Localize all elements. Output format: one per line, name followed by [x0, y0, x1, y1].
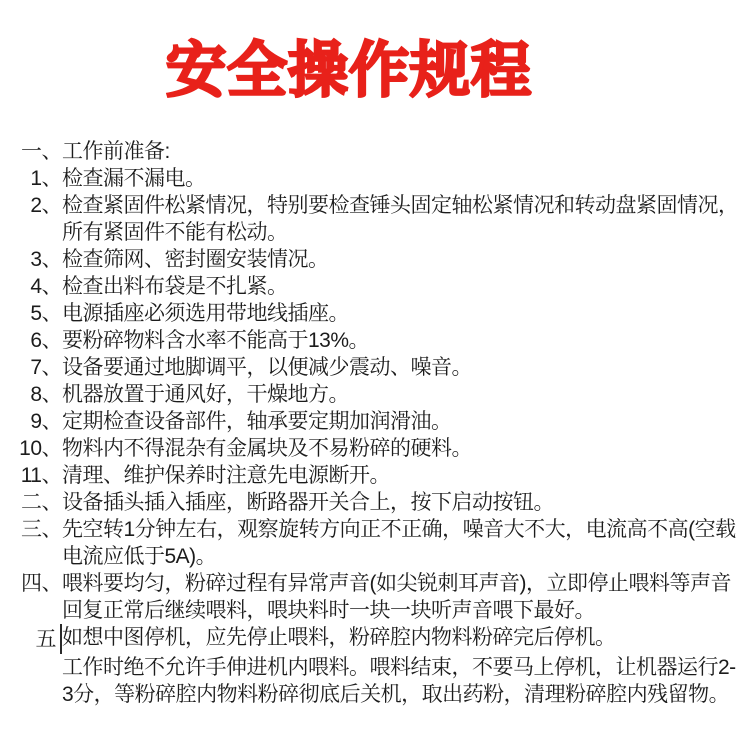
list-item: [0, 435, 750, 462]
item-number: 二、: [21, 491, 62, 514]
list-item: [0, 624, 750, 654]
item-text: 机器放置于通风好，干燥地方。: [62, 383, 349, 406]
item-text: 设备插头插入插座，断路器开关合上，按下启动按钮。: [62, 491, 554, 514]
item-text: 定期检查设备部件，轴承要定期加润滑油。: [62, 410, 452, 433]
list-item: [0, 327, 750, 354]
item-number: 7、: [30, 356, 62, 379]
item-number: 6、: [30, 329, 62, 352]
safety-procedures-poster: [0, 30, 750, 756]
list-item: [0, 516, 750, 570]
list-item: [0, 408, 750, 435]
item-number: 10、: [19, 437, 62, 460]
list-item: [0, 273, 750, 300]
item-number: 五: [0, 624, 62, 654]
page-title: 安全操作规程: [166, 37, 532, 104]
list-item-continuation: [0, 654, 750, 708]
item-number: 1、: [30, 167, 62, 190]
item-number: 2、: [30, 194, 62, 217]
list-item: [0, 246, 750, 273]
item-text: 要粉碎物料含水率不能高于13%。: [62, 329, 370, 352]
item-number: 3、: [30, 248, 62, 271]
list-item: [0, 192, 750, 246]
item-number: 8、: [30, 383, 62, 406]
procedure-list: [0, 138, 750, 708]
item-text: 清理、维护保养时注意先电源断开。: [62, 464, 390, 487]
item-text: 设备要通过地脚调平，以便减少震动、噪音。: [62, 356, 472, 379]
item-number: 9、: [30, 410, 62, 433]
item-text: 工作时绝不允许手伸进机内喂料。喂料结束，不要马上停机，让机器运行2-3分，等粉碎腔内物料粉碎彻底后关机，取出药粉，清理粉碎腔内残留物。: [62, 656, 736, 706]
list-item: [0, 489, 750, 516]
list-item: [0, 570, 750, 624]
list-item: [0, 300, 750, 327]
list-item: [0, 381, 750, 408]
item-text: 物料内不得混杂有金属块及不易粉碎的硬料。: [62, 437, 472, 460]
item-number: 三、: [21, 518, 62, 541]
item-text: 电源插座必须选用带地线插座。: [62, 302, 349, 325]
item-text: 先空转1分钟左右，观察旋转方向正不正确，噪音大不大，电流高不高(空载电流应低于5A)。: [62, 518, 736, 568]
item-text: 检查漏不漏电。: [62, 167, 206, 190]
list-item: [0, 462, 750, 489]
item-text: 喂料要均匀，粉碎过程有异常声音(如尖锐刺耳声音)，立即停止喂料等声音回复正常后继续喂料，喂块料时一块一块听声音喂下最好。: [62, 572, 731, 622]
item-text: 检查筛网、密封圈安装情况。: [62, 248, 329, 271]
item-number: 11、: [20, 464, 62, 487]
list-item: [0, 165, 750, 192]
item-number: 5、: [30, 302, 62, 325]
item-text: 如想中图停机，应先停止喂料，粉碎腔内物料粉碎完后停机。: [62, 626, 616, 649]
item-text: 检查紧固件松紧情况，特别要检查锤头固定轴松紧情况和转动盘紧固情况，所有紧固件不能有松动。: [62, 194, 739, 244]
item-number: 四、: [21, 572, 62, 595]
item-number: 4、: [30, 275, 62, 298]
item-text: 工作前准备:: [62, 140, 170, 163]
item-text: 检查出料布袋是不扎紧。: [62, 275, 288, 298]
item-number: 一、: [21, 140, 62, 163]
list-item: [0, 354, 750, 381]
list-item: [0, 138, 750, 165]
